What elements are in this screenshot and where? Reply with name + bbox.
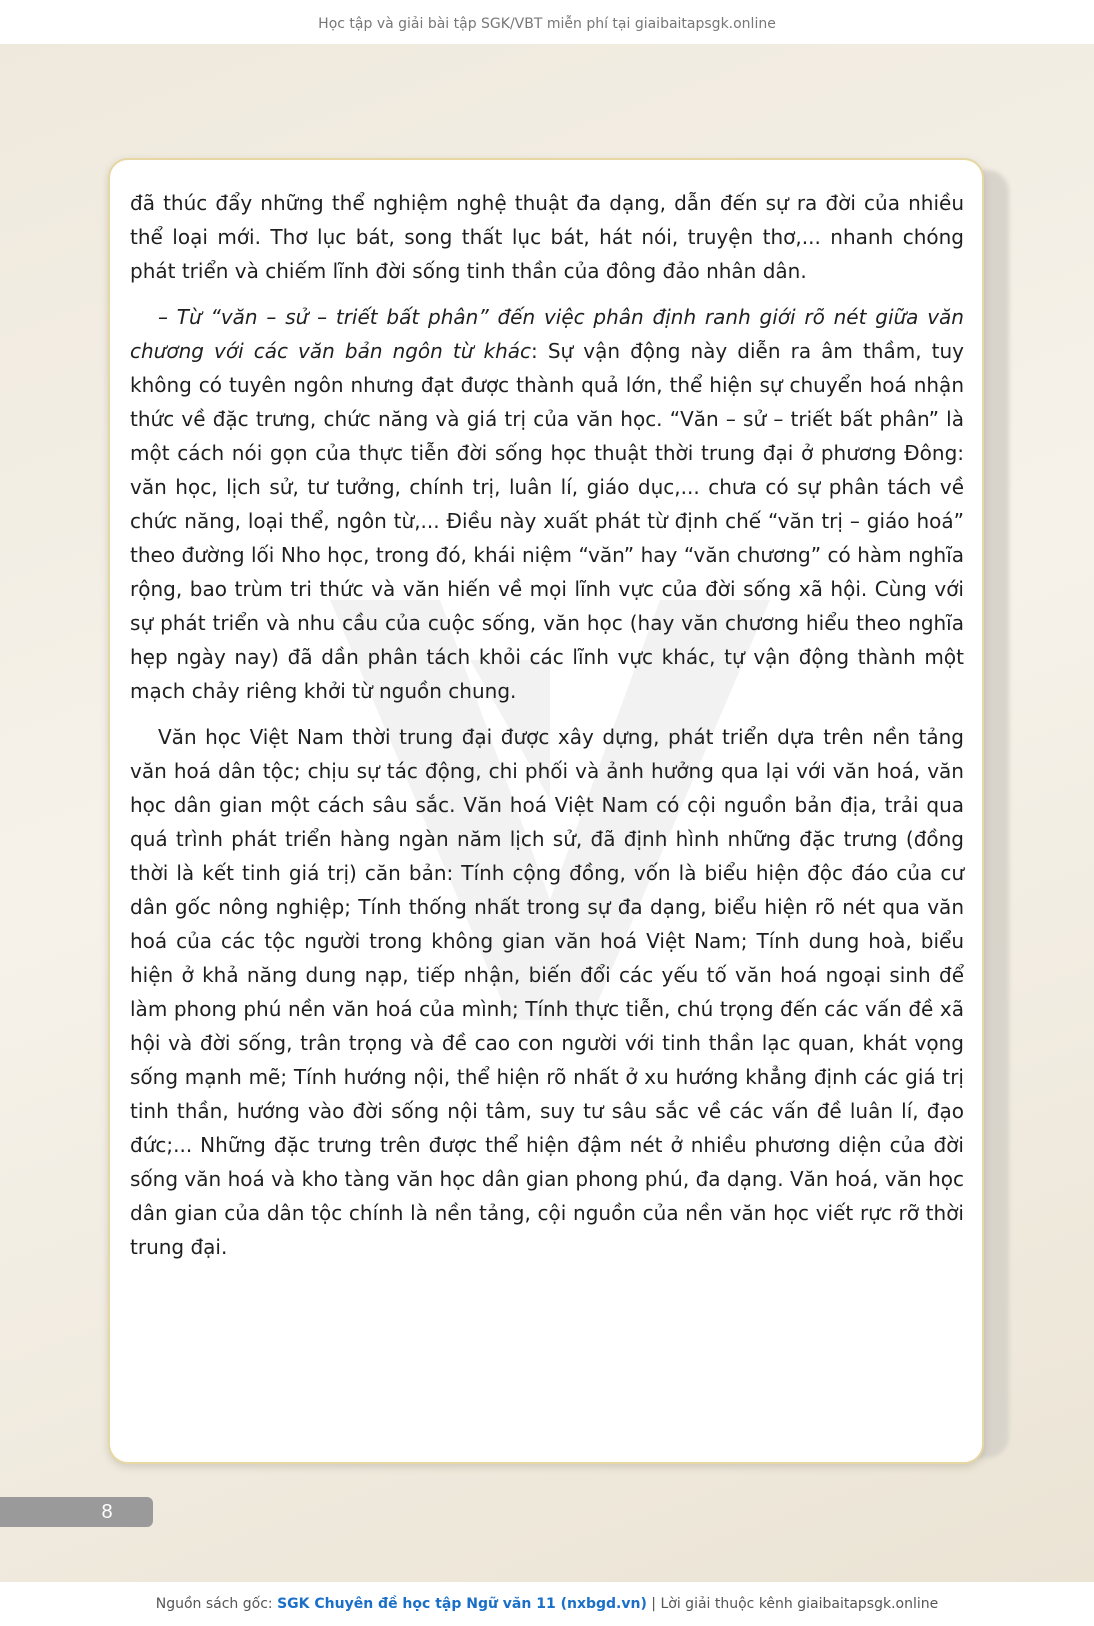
paragraph-2-body: : Sự vận động này diễn ra âm thầm, tuy không có tuyên ngôn nhưng đạt được thành quả lớn, thể hiện sự chuyển hoá nhận thức về đặc trưng, chức năng và giá trị của văn học. “Văn – sử – triết bất phân” là một cách nói gọn của thực tiễn đời sống học thuật thời trung đại ở phương Đông: văn học, lịch sử, tư tưởng, chính trị, luân lí, giáo dục,... chưa có sự phân tách về chức năng, loại thể, ngôn từ,... Điều này xuất phát từ định chế “văn trị – giáo hoá” theo đường lối Nho học, trong đó, khái niệm “văn” hay “văn chương” có hàm nghĩa rộng, bao trùm tri thức và văn hiến về mọi lĩnh vực của đời sống xã hội. Cùng với sự phát triển và nhu cầu của cuộc sống, văn học (hay văn chương hiểu theo nghĩa hẹp ngày nay) đã dần phân tách khỏi các lĩnh vực khác, tự vận động thành một mạch chảy riêng khởi từ nguồn chung. bbox=[130, 339, 964, 703]
page-number: 8 bbox=[101, 1501, 113, 1523]
main-text bbox=[130, 186, 964, 1276]
header-text: Học tập và giải bài tập SGK/VBT miễn phí tại giaibaitapsgk.online bbox=[318, 16, 776, 32]
footer-source-link[interactable]: SGK Chuyên đề học tập Ngữ văn 11 (nxbgd.vn) bbox=[277, 1596, 647, 1612]
paragraph-2 bbox=[130, 300, 964, 708]
footer-bar bbox=[0, 1582, 1094, 1626]
footer-suffix: | Lời giải thuộc kênh giaibaitapsgk.online bbox=[646, 1596, 939, 1612]
paragraph-3: Văn học Việt Nam thời trung đại được xây dựng, phát triển dựa trên nền tảng văn hoá dân tộc; chịu sự tác động, chi phối và ảnh hưởng qua lại với văn hoá, văn học dân gian một cách sâu sắc. Văn hoá Việt Nam có cội nguồn bản địa, trải qua quá trình phát triển hàng ngàn năm lịch sử, đã định hình những đặc trưng (đồng thời là kết tinh giá trị) căn bản: Tính cộng đồng, vốn là biểu hiện độc đáo của cư dân gốc nông nghiệp; Tính thống nhất trong sự đa dạng, biểu hiện rõ nét qua văn hoá của các tộc người trong không gian văn hoá Việt Nam; Tính dung hoà, biểu hiện ở khả năng dung nạp, tiếp nhận, biến đổi các yếu tố văn hoá ngoại sinh để làm phong phú nền văn hoá của mình; Tính thực tiễn, chú trọng đến các vấn đề xã hội và đời sống, trân trọng và đề cao con người với tinh thần lạc quan, khát vọng sống mạnh mẽ; Tính hướng nội, thể hiện rõ nhất ở xu hướng khẳng định các giá trị tinh thần, hướng vào đời sống nội tâm, suy tư sâu sắc về các vấn đề luân lí, đạo đức;... Những đặc trưng trên được thể hiện đậm nét ở nhiều phương diện của đời sống văn hoá và kho tàng văn học dân gian phong phú, đa dạng. Văn hoá, văn học dân gian của dân tộc chính là nền tảng, cội nguồn của nền văn học viết rực rỡ thời trung đại. bbox=[130, 725, 964, 1259]
page-number-tab bbox=[0, 1497, 153, 1527]
paragraph-1: đã thúc đẩy những thể nghiệm nghệ thuật đa dạng, dẫn đến sự ra đời của nhiều thể loại mới. Thơ lục bát, song thất lục bát, hát nói, truyện thơ,... nhanh chóng phát triển và chiếm lĩnh đời sống tinh thần của đông đảo nhân dân. bbox=[130, 191, 964, 283]
paragraph-2-italic-lead: – Từ “văn – sử – triết bất phân” đến việc phân định ranh giới rõ nét giữa văn chương với các văn bản ngôn từ khác bbox=[130, 305, 964, 363]
footer-prefix: Nguồn sách gốc: bbox=[155, 1596, 278, 1612]
header-bar bbox=[0, 0, 1094, 44]
